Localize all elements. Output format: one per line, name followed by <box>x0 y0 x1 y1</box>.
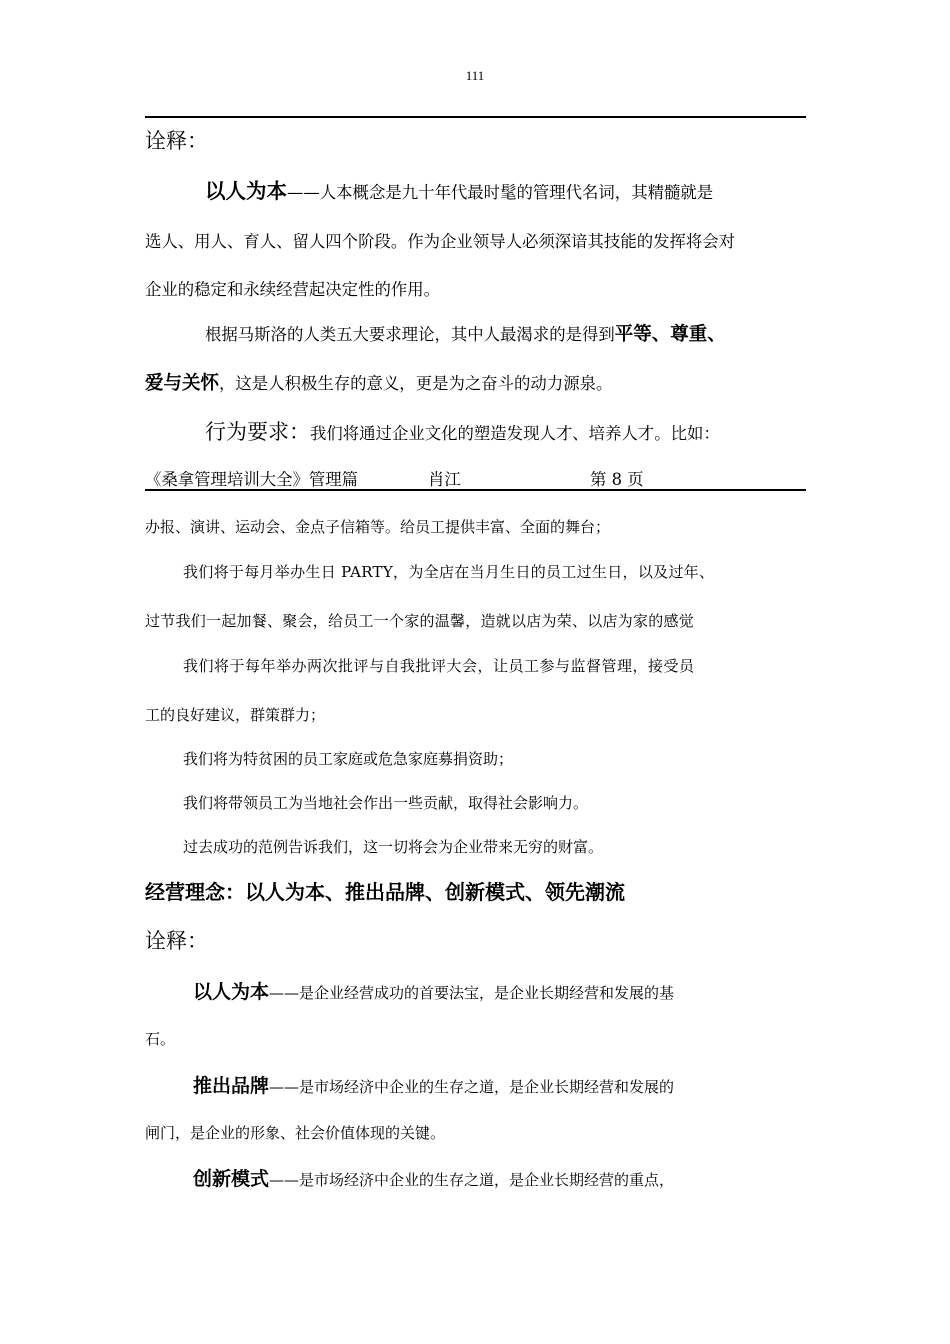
paragraph-text: 我们将通过企业文化的塑造发现人才、培养人才。比如： <box>310 424 720 443</box>
keyword: 以人为本 <box>205 179 287 203</box>
page-footer-author: 肖江 <box>428 470 461 489</box>
paragraph-line: 办报、演讲、运动会、金点子信箱等。给员工提供丰富、全面的舞台； <box>145 518 611 536</box>
keyword: 创新模式 <box>193 1168 270 1190</box>
paragraph-line: 企业的稳定和永续经营起决定性的作用。 <box>145 280 441 299</box>
subsection-label: 行为要求： <box>205 420 310 444</box>
section-label: 诠释： <box>145 929 208 953</box>
paragraph-line: 过去成功的范例告诉我们，这一切将会为企业带来无穷的财富。 <box>183 838 604 856</box>
section-label: 诠释： <box>145 129 208 153</box>
paragraph-line: 我们将于每年举办两次批评与自我批评大会，让员工参与监督管理，接受员 <box>183 657 695 675</box>
paragraph-line <box>193 977 674 1004</box>
paragraph-line: 过节我们一起加餐、聚会，给员工一个家的温馨，造就以店为荣、以店为家的感觉 <box>145 612 695 630</box>
paragraph-text: 根据马斯洛的人类五大要求理论，其中人最渴求的是得到 <box>205 325 615 344</box>
paragraph-line <box>145 369 612 395</box>
section-heading: 经营理念：以人为本、推出品牌、创新模式、领先潮流 <box>145 880 625 904</box>
paragraph-line <box>205 416 720 446</box>
paragraph-text: ——是企业经营成功的首要法宝，是企业长期经营和发展的基 <box>269 984 675 1002</box>
paragraph-line: 我们将于每月举办生日 PARTY，为全店在当月生日的员工过生日，以及过年、 <box>183 563 715 581</box>
paragraph-text: ，这是人积极生存的意义，更是为之奋斗的动力源泉。 <box>219 374 613 393</box>
paragraph-line: 工的良好建议，群策群力； <box>145 706 326 724</box>
paragraph-text: ——人本概念是九十年代最时髦的管理代名词，其精髓就是 <box>287 183 714 202</box>
keyword: 推出品牌 <box>193 1075 270 1097</box>
paragraph-text: ——是市场经济中企业的生存之道，是企业长期经营的重点， <box>269 1171 675 1189</box>
paragraph-line <box>193 1071 674 1098</box>
paragraph-line: 我们将为特贫困的员工家庭或危急家庭募捐资助； <box>183 750 514 768</box>
footer-rule <box>145 489 806 491</box>
paragraph-line: 选人、用人、育人、留人四个阶段。作为企业领导人必须深谙其技能的发挥将会对 <box>145 232 736 251</box>
paragraph-line <box>205 174 713 204</box>
paragraph-line <box>205 320 726 346</box>
paragraph-line: 闸门，是企业的形象、社会价值体现的关键。 <box>145 1124 446 1142</box>
paragraph-line: 石。 <box>145 1030 176 1048</box>
emphasis-text: 爱与关怀 <box>145 373 220 394</box>
emphasis-text: 平等、尊重、 <box>614 324 726 345</box>
header-rule <box>145 116 806 118</box>
page-number: 111 <box>465 68 485 83</box>
paragraph-line <box>193 1164 674 1191</box>
page-footer-page: 第 8 页 <box>590 470 644 489</box>
page-footer-book: 《桑拿管理培训大全》管理篇 <box>145 470 359 489</box>
paragraph-line: 我们将带领员工为当地社会作出一些贡献，取得社会影响力。 <box>183 794 589 812</box>
paragraph-text: ——是市场经济中企业的生存之道，是企业长期经营和发展的 <box>269 1078 675 1096</box>
keyword: 以人为本 <box>193 981 270 1003</box>
